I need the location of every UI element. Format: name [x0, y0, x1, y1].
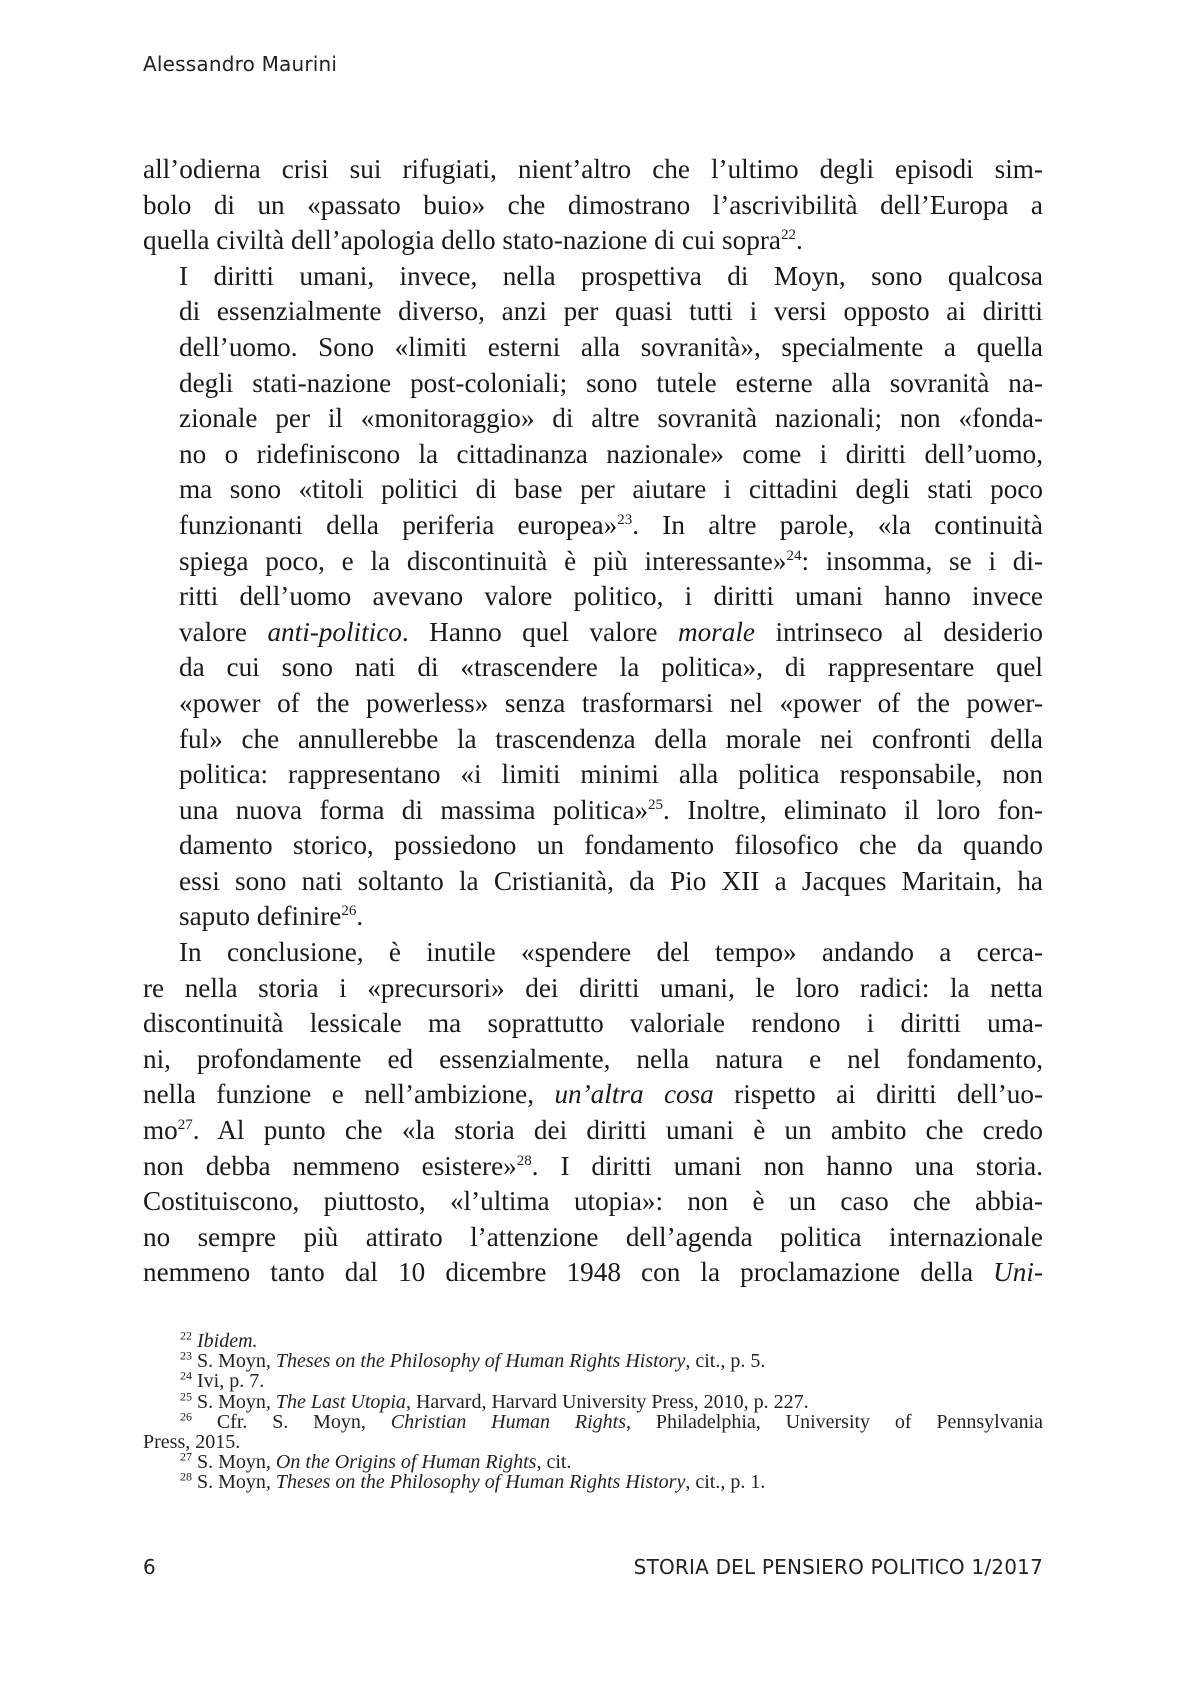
- text-line: quella civiltà dell’apologia dello stato-nazione di cui sopra$^{22}$.: [143, 225, 803, 256]
- text-line: I diritti umani, invece, nella prospettiva di Moyn, sono qualcosa: [179, 260, 1043, 291]
- text-line: ritti dell’uomo avevano valore politico, i diritti umani hanno invece: [179, 581, 1043, 612]
- paragraph-2: [143, 259, 1043, 935]
- text-line: zionale per il «monitoraggio» di altre sovranità nazionali; non «fonda-: [179, 403, 1043, 434]
- footnote-number: 23: [180, 1348, 192, 1363]
- footnote-number: 25: [180, 1388, 192, 1403]
- text-line: [143, 508, 1043, 544]
- footnote-ref[interactable]: 22: [780, 227, 796, 244]
- text-segment: . Inoltre, eliminato il loro fon-: [663, 794, 1043, 825]
- footnote-28: [143, 1469, 1043, 1494]
- text-segment: spiega poco, e la discontinuità è più interessante»: [179, 545, 787, 576]
- text-line: di essenzialmente diverso, anzi per quasi tutti i versi opposto ai diritti: [179, 296, 1043, 327]
- page-number: 6: [143, 1555, 156, 1579]
- footnote-22: [143, 1328, 1043, 1352]
- footnote-italic: Ibidem.: [197, 1330, 258, 1352]
- text-line: In conclusione, è inutile «spendere del tempo» andando a cerca-: [179, 937, 1043, 968]
- text-segment: . Hanno quel valore: [401, 616, 678, 647]
- text-segment: .: [356, 901, 364, 932]
- footnote-text: , cit.: [536, 1451, 572, 1474]
- footnote-italic: Theses on the Philosophy of Human Rights History: [275, 1350, 686, 1373]
- text-line: politica: rappresentano «i limiti minimi alla politica responsabile, non: [179, 759, 1043, 790]
- text-line: [143, 1077, 1043, 1113]
- text-segment: intrinseco al desiderio: [754, 616, 1043, 647]
- emphasis: Uni-: [993, 1257, 1043, 1288]
- text-line: [143, 899, 1043, 935]
- paragraph-1: [143, 152, 1043, 259]
- text-line: Costituiscono, piuttosto, «l’ultima utopia»: non è un caso che abbia-: [143, 1186, 1043, 1217]
- text-line: dell’uomo. Sono «limiti esterni alla sovranità», specialmente a quella: [179, 331, 1043, 362]
- footnote-text: Cfr. S. Moyn,: [216, 1410, 391, 1433]
- text-line: degli stati-nazione post-coloniali; sono tutele esterne alla sovranità na-: [179, 367, 1043, 398]
- emphasis: morale: [677, 616, 755, 647]
- text-line: [143, 615, 1043, 651]
- text-segment: . In altre parole, «la continuità: [632, 509, 1043, 540]
- text-line: [143, 1255, 1043, 1291]
- footnote-26: [143, 1409, 1044, 1433]
- text-segment: quella civiltà dell’apologia dello stato-nazione di cui sopra: [143, 225, 781, 256]
- text-line: ni, profondamente ed essenzialmente, nella natura e nel fondamento,: [143, 1043, 1043, 1074]
- journal-title-part: STORIA: [633, 1555, 710, 1579]
- footnote-26-continued: Press, 2015.: [143, 1431, 241, 1454]
- text-line: ful» che annullerebbe la trascendenza della morale nei confronti della: [179, 723, 1043, 754]
- journal-title-part: PENSIERO POLITICO: [761, 1555, 965, 1579]
- footnote-ref[interactable]: 27: [177, 1116, 193, 1133]
- text-line: [143, 1113, 1043, 1149]
- text-line: ma sono «titoli politici di base per aiutare i cittadini degli stati poco: [179, 474, 1043, 505]
- footnote-text: , Philadelphia, University of Pennsylvania: [626, 1410, 1044, 1433]
- footnote-ref[interactable]: 23: [617, 511, 633, 528]
- footnote-ref[interactable]: 26: [341, 903, 357, 920]
- text-segment: : insomma, se i di-: [801, 545, 1043, 576]
- footnote-ref[interactable]: 25: [648, 796, 664, 813]
- text-segment: nemmeno tanto dal 10 dicembre 1948 con la proclamazione della: [143, 1257, 994, 1288]
- footnote-text: , cit., p. 1.: [685, 1471, 766, 1494]
- text-segment: nella funzione e nell’ambizione,: [143, 1079, 555, 1110]
- text-line: bolo di un «passato buio» che dimostrano l’ascrivibilità dell’Europa a: [143, 189, 1043, 220]
- footnote-text: S. Moyn,: [197, 1451, 276, 1474]
- footnote-text: S. Moyn,: [197, 1390, 276, 1413]
- footnote-ref[interactable]: 28: [516, 1152, 532, 1169]
- text-line: [143, 544, 1043, 580]
- text-line: da cui sono nati di «trascendere la politica», di rappresentare quel: [179, 652, 1043, 683]
- footnote-italic: Theses on the Philosophy of Human Rights History: [275, 1471, 686, 1494]
- footnote-ref[interactable]: 24: [786, 547, 802, 564]
- footnote-number: 26: [180, 1409, 192, 1424]
- emphasis: un’altra cosa: [554, 1079, 714, 1110]
- emphasis: anti-politico: [267, 616, 402, 647]
- footnote-italic: On the Origins of Human Rights: [275, 1451, 537, 1474]
- text-line: [143, 1149, 1043, 1185]
- journal-title-part: DEL: [709, 1555, 762, 1579]
- text-segment: una nuova forma di massima politica»: [179, 794, 649, 825]
- footnote-text: , Harvard, Harvard University Press, 2010, p. 227.: [405, 1390, 809, 1413]
- paragraph-3: [143, 935, 1043, 1291]
- text-line: all’odierna crisi sui rifugiati, nient’altro che l’ultimo degli episodi sim-: [143, 154, 1043, 184]
- text-segment: funzionanti della periferia europea»: [179, 509, 618, 540]
- text-segment: valore: [179, 616, 268, 647]
- text-segment: non debba nemmeno esistere»: [143, 1150, 517, 1181]
- footnote-text: , cit., p. 5.: [685, 1350, 766, 1373]
- text-line: «power of the powerless» senza trasformarsi nel «power of the power-: [179, 687, 1043, 718]
- text-segment: saputo definire: [179, 901, 342, 932]
- footnote-number: 27: [180, 1449, 192, 1464]
- footnote-italic: Christian Human Rights: [390, 1410, 626, 1433]
- text-line: re nella storia i «precursori» dei diritti umani, le loro radici: la netta: [143, 972, 1043, 1003]
- footnotes: [143, 1328, 1044, 1494]
- footnote-24: [143, 1368, 1043, 1393]
- text-line: essi sono nati soltanto la Cristianità, da Pio XII a Jacques Maritain, ha: [179, 865, 1043, 896]
- footnote-number: 22: [180, 1328, 192, 1343]
- text-line: discontinuità lessicale ma soprattutto valoriale rendono i diritti uma-: [143, 1008, 1043, 1039]
- journal-title-part: 1/2017: [964, 1555, 1043, 1579]
- text-segment: . Al punto che «la storia dei diritti umani è un ambito che credo: [192, 1115, 1043, 1146]
- footnote-number: 24: [180, 1368, 192, 1383]
- footnote-27: [143, 1449, 1043, 1474]
- footnote-23: [143, 1348, 1043, 1373]
- footnote-text: S. Moyn,: [197, 1471, 276, 1494]
- text-line: damento storico, possiedono un fondamento filosofico che da quando: [179, 830, 1043, 861]
- text-line: [143, 793, 1043, 829]
- running-head-author: Alessandro Maurini: [143, 52, 338, 76]
- main-text: [143, 152, 1043, 1291]
- footnote-25: [143, 1388, 1043, 1413]
- journal-title: [634, 1555, 1043, 1579]
- footnote-text: S. Moyn,: [197, 1350, 276, 1373]
- text-segment: mo: [143, 1115, 178, 1146]
- text-line: no o ridefiniscono la cittadinanza nazionale» come i diritti dell’uomo,: [179, 438, 1043, 469]
- text-segment: rispetto ai diritti dell’uo-: [713, 1079, 1043, 1110]
- footnote-text: Ivi, p. 7.: [197, 1370, 265, 1393]
- text-line: no sempre più attirato l’attenzione dell’agenda politica internazionale: [143, 1221, 1043, 1252]
- footnote-number: 28: [180, 1469, 192, 1484]
- footnote-italic: The Last Utopia: [275, 1390, 406, 1413]
- text-segment: . I diritti umani non hanno una storia.: [531, 1150, 1043, 1181]
